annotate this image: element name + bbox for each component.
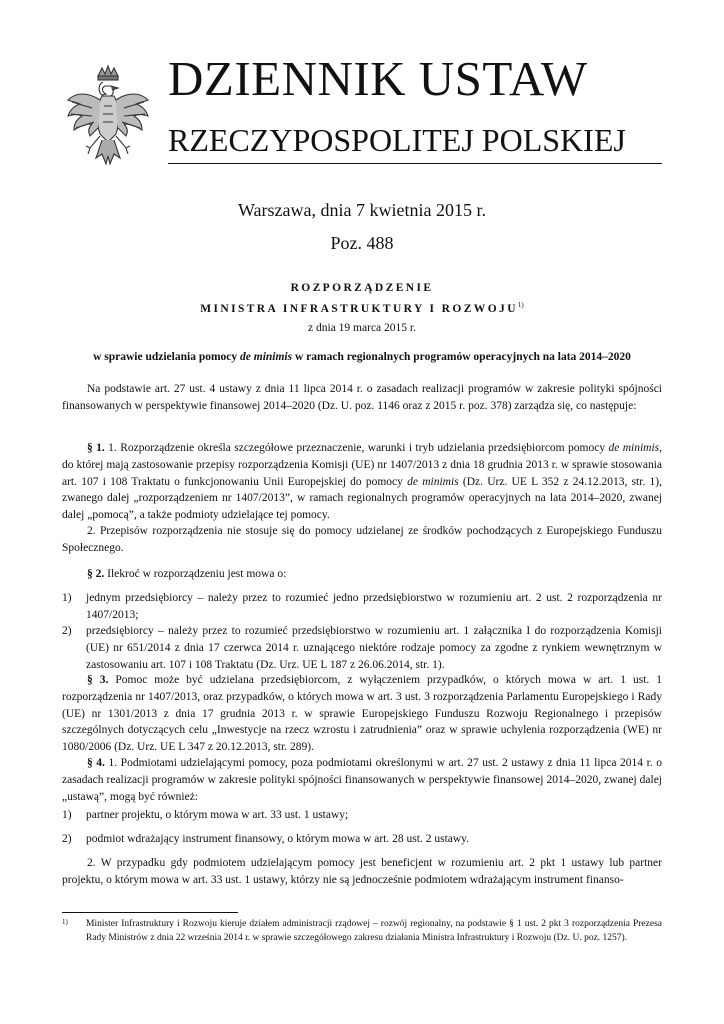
subject-italic: de minimis [240, 351, 293, 363]
polish-eagle-emblem-icon [62, 62, 154, 174]
text-part: (Dz. Urz. UE L 352 z 24.12.2013, str. 1), zwanego dalej „rozporządzeniem nr 1407/2013”, w ramach regionalnych programów operacyjnych na lata 2014–2020, zwanej dalej „pomocą”, a także podmioty udzielające tej pomocy. [62, 475, 662, 522]
text-part: , do której mają zastosowanie przepisy rozporządzenia Komisji (UE) nr 1407/2013 z dnia 18 grudnia 2013 r. w sprawie stosowania art. 107 i 108 Traktatu o funkcjonowaniu Unii Europejskiej do pomocy [62, 442, 663, 488]
regulation-issuer [0, 301, 724, 315]
list-item-number: 2) [62, 625, 72, 637]
footnote [62, 918, 662, 946]
list-item-text: partner projektu, o którym mowa w art. 33 ust. 1 ustawy; [86, 809, 349, 821]
regulation-subject [0, 351, 724, 363]
section-3 [62, 672, 662, 756]
regulation-date: z dnia 19 marca 2015 r. [308, 322, 416, 334]
list-item-number: 1) [62, 809, 72, 821]
section-2-intro [62, 566, 662, 583]
section-4-paragraph-1 [62, 755, 662, 805]
list-item [62, 590, 662, 624]
preamble: Na podstawie art. 27 ust. 4 ustawy z dnia 11 lipca 2014 r. o zasadach realizacji programów w zakresie polityki spójności finansowanych w perspektywie finansowej 2014–2020 (Dz. U. poz. 1146 oraz z 2015 r. poz. 378) zarządza się, co następuje: [62, 383, 662, 412]
section-3-mark: § 3. [87, 674, 109, 686]
issuer-name: MINISTRA INFRASTRUKTURY I ROZWOJU [200, 302, 518, 315]
section-2-mark: § 2. [87, 568, 105, 580]
subject-part: w ramach regionalnych programów operacyjnych na lata 2014–2020 [292, 351, 631, 363]
section-1-mark: § 1. [87, 442, 105, 454]
list-item-text: jednym przedsiębiorcy – należy przez to rozumieć jedno przedsiębiorstwo w rozumieniu art. 2 ust. 2 rozporządzenia nr 1407/2013; [86, 592, 662, 621]
list-item-text: podmiot wdrażający instrument finansowy, o którym mowa w art. 28 ust. 2 ustawy. [86, 833, 470, 845]
subject-part: w sprawie udzielania pomocy [93, 351, 241, 363]
list-item [62, 623, 662, 673]
text-part: Pomoc może być udzielana przedsiębiorcom, z wyłączeniem przypadków, o których mowa w art. 1 ust. 1 rozporządzenia nr 1407/2013, oraz przypadków, o których mowa w art. 3 ust. 3 rozporządzenia Parlamentu Europejskiego i Rady (UE) nr 1301/2013 z dnia 17 grudnia 2013 r. w sprawie Europejskiego Funduszu Rozwoju Regionalnego i przepisów szczególnych dotyczących celu „Inwestycje na rzecz wzrostu i zatrudnienia” oraz w sprawie uchylenia rozporządzenia (WE) nr 1080/2006 (Dz. Urz. UE L 347 z 20.12.2013, str. 289). [62, 674, 663, 754]
section-4-paragraph-2: 2. W przypadku gdy podmiotem udzielającym pomocy jest beneficjent w rozumieniu art. 2 pkt 1 ustawy lub partner projektu, o którym mowa w art. 33 ust. 1 ustawy, którzy nie są jednocześnie podmiotem wdrażającym instrument finanso- [62, 857, 662, 886]
section-1-paragraph-2: 2. Przepisów rozporządzenia nie stosuje się do pomocy udzielanej ze środków pochodzących z Europejskiego Funduszu Społecznego. [62, 525, 662, 554]
gazette-subtitle: RZECZYPOSPOLITEJ POLSKIEJ [168, 122, 626, 158]
header-rule [168, 163, 662, 164]
list-item-text: przedsiębiorcy – należy przez to rozumieć przedsiębiorstwo w rozumieniu art. 1 załącznika I do rozporządzenia Komisji (UE) nr 651/2014 z dnia 17 czerwca 2014 r. uznającego niektóre rodzaje pomocy za zgodne z rynkiem wewnętrznym w zastosowaniu art. 107 i 108 Traktatu (Dz. Urz. UE L 187 z 26.06.2014, str. 1). [86, 625, 662, 671]
list-item-number: 2) [62, 833, 72, 845]
section-1-paragraph-1 [62, 440, 662, 524]
regulation-type: ROZPORZĄDZENIE [290, 282, 434, 294]
footnote-rule [62, 912, 238, 913]
footnote-number: 1) [62, 918, 68, 926]
footnote-reference[interactable]: 1) [517, 301, 524, 309]
gazette-title: DZIENNIK USTAW [168, 51, 588, 106]
section-4-mark: § 4. [87, 757, 105, 769]
list-item-number: 1) [62, 592, 72, 604]
text-italic: de minimis [608, 442, 660, 454]
footnote-text: Minister Infrastruktury i Rozwoju kieruje działem administracji rządowej – rozwój regionalny, na podstawie § 1 ust. 2 pkt 3 rozporządzenia Prezesa Rady Ministrów z dnia 22 września 2014 r. w sprawie szczegółowego zakresu działania Ministra Infrastruktury i Rozwoju (Dz. U. poz. 1257). [86, 919, 662, 943]
text-italic: de minimis [407, 475, 459, 488]
list-item [62, 831, 662, 848]
publication-date: Warszawa, dnia 7 kwietnia 2015 r. [238, 200, 486, 220]
list-item [62, 807, 662, 824]
text-part: Ilekroć w rozporządzeniu jest mowa o: [104, 568, 287, 580]
position-number: Poz. 488 [330, 233, 394, 253]
text-part: 1. Rozporządzenie określa szczegółowe przeznaczenie, warunki i tryb udzielania przedsiębiorcom pomocy [104, 442, 609, 454]
text-part: 1. Podmiotami udzielającymi pomocy, poza podmiotami określonymi w art. 27 ust. 2 ustawy z dnia 11 lipca 2014 r. o zasadach realizacji programów w zakresie polityki spójności finansowanych w perspektywie finansowej 2014–2020, zwanej dalej „ustawą”, mogą być również: [62, 757, 662, 803]
